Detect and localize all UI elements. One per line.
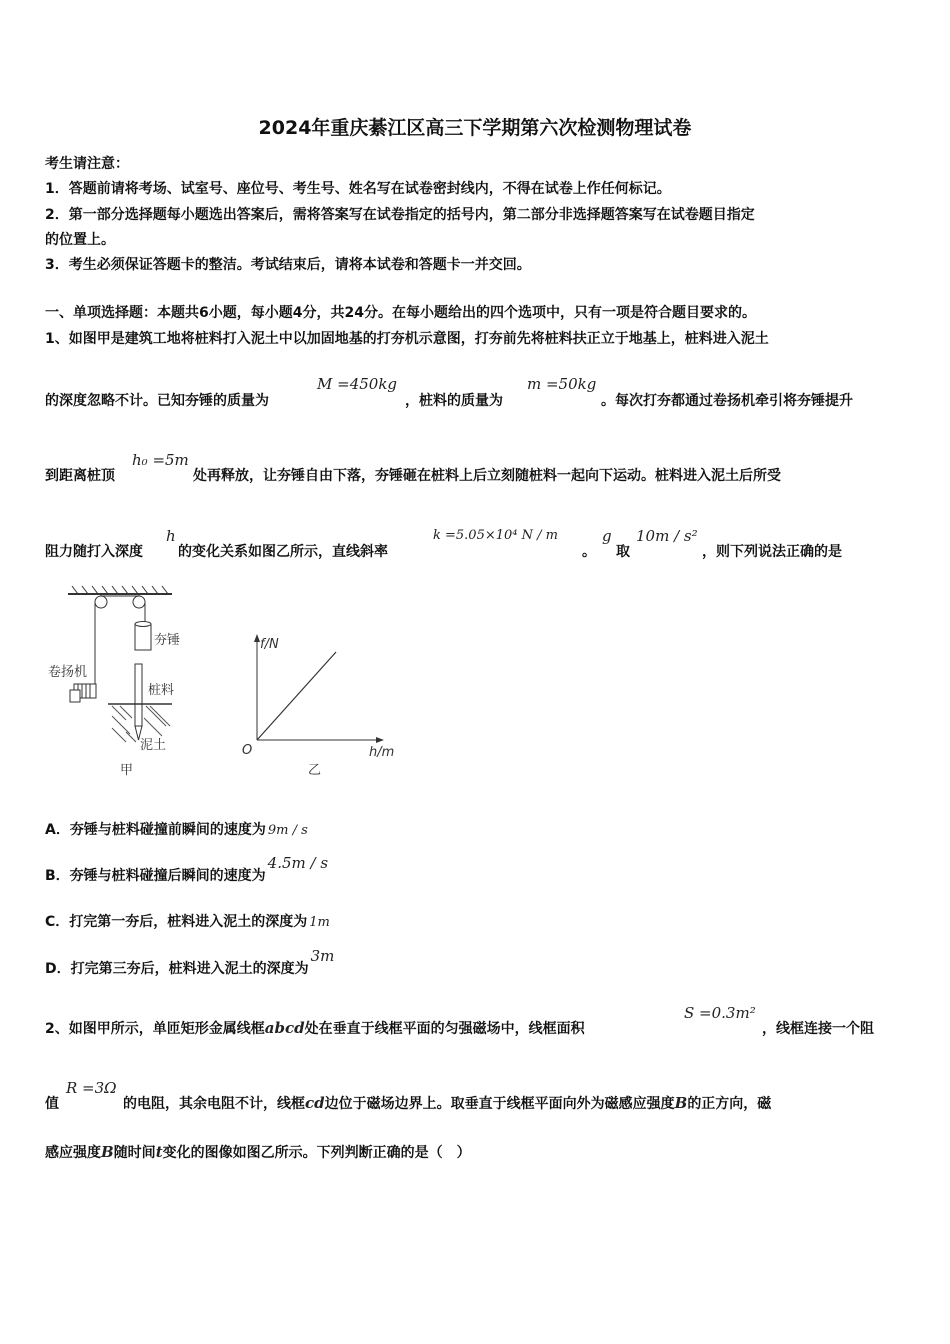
q1-height: h₀ =5m	[132, 451, 189, 469]
q1-mass-pile: m =50kg	[527, 375, 597, 393]
label-pile: 桩料	[148, 683, 175, 698]
section-header: 一、单项选择题：本题共6小题，每小题4分，共24分。在每小题给出的四个选项中，只有一项是符合题目要求的。	[45, 305, 756, 321]
q2-line2-a: 值	[45, 1096, 59, 1112]
q2-line1	[45, 1018, 585, 1038]
q2-b1: B	[674, 1094, 688, 1112]
q2-cd: cd	[305, 1094, 325, 1112]
notice-heading: 考生请注意：	[45, 156, 129, 172]
q2-t: t	[155, 1143, 163, 1161]
ceiling	[68, 586, 172, 594]
label-winch: 卷扬机	[48, 665, 88, 680]
q1-mass-hammer: M =450kg	[317, 375, 398, 393]
notice-item: 的位置上。	[45, 232, 115, 248]
hammer-shape	[135, 624, 151, 650]
q1-line1: 1、如图甲是建筑工地将桩料打入泥土中以加固地基的打夯机示意图，打夯前先将桩料扶正立于地基上，桩料进入泥土	[45, 331, 769, 347]
option-b-text: B．夯锤与桩料碰撞后瞬间的速度为	[45, 868, 266, 884]
q1-depth-var: h	[166, 527, 176, 545]
option-a	[45, 819, 308, 839]
option-d-text: D．打完第三夯后，桩料进入泥土的深度为	[45, 961, 309, 977]
q1-figure	[40, 582, 410, 782]
q2-line2-d: 的正方向，磁	[687, 1096, 772, 1112]
label-fig-yi: 乙	[308, 763, 322, 778]
graph-x-label: h/m	[369, 745, 395, 760]
q1-line2-b: ，桩料的质量为	[405, 393, 503, 409]
pulley-left	[95, 596, 107, 608]
q2-line3-a: 感应强度	[45, 1145, 101, 1161]
option-d-value: 3m	[310, 947, 335, 965]
q2-line2-b: 的电阻，其余电阻不计，线框	[123, 1096, 305, 1112]
page-title: 2024年重庆綦江区高三下学期第六次检测物理试卷	[258, 117, 692, 139]
q1-line3-b: 处再释放，让夯锤自由下落，夯锤砸在桩料上后立刻随桩料一起向下运动。桩料进入泥土后所受	[193, 468, 781, 484]
q1-line4-b: 的变化关系如图乙所示，直线斜率	[178, 544, 388, 560]
q1-line2-a: 的深度忽略不计。已知夯锤的质量为	[45, 393, 269, 409]
label-fig-jia: 甲	[120, 763, 134, 778]
pile-shape	[135, 664, 142, 726]
q2-line2-c: 边位于磁场边界上。取垂直于线框平面向外为磁感应强度	[324, 1096, 675, 1112]
option-d	[45, 947, 335, 978]
q1-line4-e: ，则下列说法正确的是	[702, 544, 842, 560]
q1-line4-c: 。	[582, 544, 596, 560]
option-a-value: 9m / s	[267, 823, 308, 838]
q2-area: S =0.3m²	[684, 1004, 756, 1022]
option-b-value: 4.5m / s	[267, 854, 329, 872]
q2-line1-b: 处在垂直于线框平面的匀强磁场中，线框面积	[304, 1021, 585, 1037]
q2-line1-a: 2、如图甲所示，单匝矩形金属线框	[45, 1021, 265, 1037]
notice-item: 2．第一部分选择题每小题选出答案后，需将答案写在试卷指定的括号内，第二部分非选择题答案写在试卷题目指定	[45, 207, 755, 223]
q1-slope: k =5.05×10⁴ N / m	[433, 528, 558, 543]
graph-line	[257, 652, 336, 740]
notice-item: 3．考生必须保证答题卡的整洁。考试结束后，请将本试卷和答题卡一并交回。	[45, 257, 531, 273]
q1-line4-d: 取	[616, 544, 630, 560]
graph-origin: O	[242, 743, 253, 758]
option-a-text: A．夯锤与桩料碰撞前瞬间的速度为	[45, 822, 266, 838]
q2-line3-b: 随时间	[113, 1145, 156, 1161]
graph-y-label: f/N	[260, 637, 279, 652]
q1-line2-c: 。每次打夯都通过卷扬机牵引将夯锤提升	[601, 393, 853, 409]
winch-shape	[70, 684, 96, 702]
q2-line3	[45, 1142, 471, 1162]
option-c	[45, 911, 330, 931]
q2-line1-c: ，线框连接一个阻	[762, 1021, 874, 1037]
q2-resistance: R =3Ω	[66, 1079, 117, 1097]
q1-g: g	[602, 527, 612, 545]
q1-line4-a: 阻力随打入深度	[45, 544, 143, 560]
option-c-text: C．打完第一夯后，桩料进入泥土的深度为	[45, 914, 308, 930]
q2-line2	[123, 1093, 771, 1113]
label-soil: 泥土	[140, 738, 167, 753]
label-hammer: 夯锤	[154, 633, 181, 648]
q2-line3-c: 变化的图像如图乙所示。下列判断正确的是（ ）	[162, 1145, 471, 1161]
option-c-value: 1m	[309, 915, 330, 930]
option-b	[45, 854, 329, 885]
q1-line3-a: 到距离桩顶	[45, 468, 115, 484]
q1-g-value: 10m / s²	[636, 527, 698, 545]
pulley-right	[133, 596, 145, 608]
q2-abcd: abcd	[264, 1019, 305, 1037]
notice-item: 1．答题前请将考场、试室号、座位号、考生号、姓名写在试卷密封线内，不得在试卷上作任何标记。	[45, 181, 671, 197]
q2-b2: B	[101, 1143, 114, 1161]
